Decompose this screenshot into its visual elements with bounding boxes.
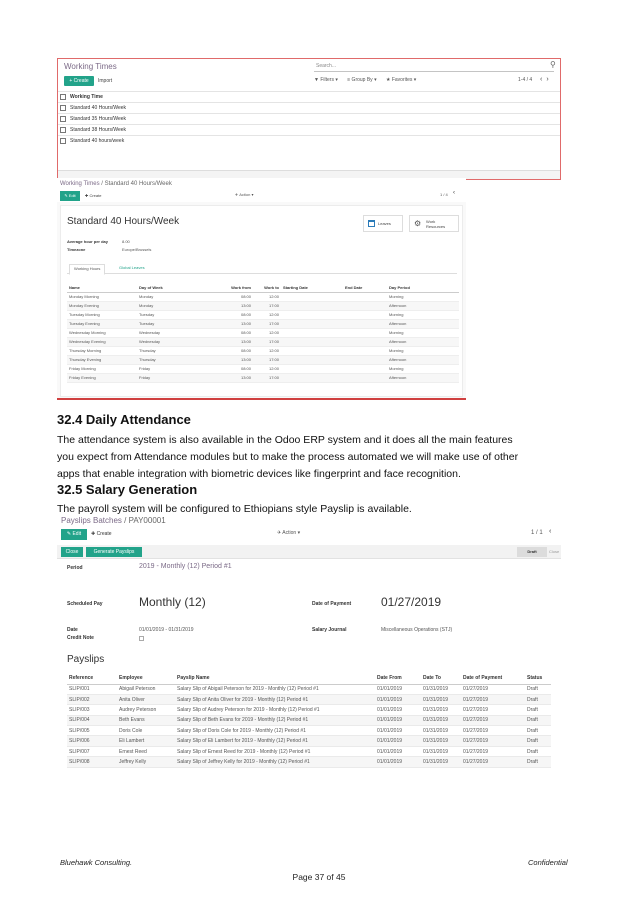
table-cell: Salary Slip of Audrey Peterson for 2019 - Monthly (12) Period #1 bbox=[175, 705, 375, 715]
salary-journal-value: Miscellaneous Operations (STJ) bbox=[381, 627, 453, 633]
records-list bbox=[58, 91, 561, 146]
table-cell: 01/27/2019 bbox=[461, 694, 525, 704]
table-cell: SLIP/001 bbox=[67, 684, 117, 694]
scheduled-pay-label: Scheduled Pay bbox=[67, 601, 103, 607]
avg-hours-label: Average hour per day bbox=[67, 239, 108, 244]
working-hours-table bbox=[67, 283, 459, 383]
row-checkbox[interactable] bbox=[60, 105, 66, 111]
table-cell: Monday Evening bbox=[67, 301, 137, 310]
table-cell bbox=[343, 364, 387, 373]
table-cell: Monday bbox=[137, 301, 215, 310]
table-cell: Draft bbox=[525, 715, 551, 725]
table-cell bbox=[343, 310, 387, 319]
salary-journal-label: Salary Journal bbox=[312, 627, 347, 633]
table-row[interactable] bbox=[67, 736, 551, 746]
table-cell: 17:00 bbox=[253, 301, 281, 310]
working-time-form-screenshot bbox=[57, 178, 466, 400]
import-button[interactable]: Import bbox=[98, 78, 113, 84]
table-cell: Friday bbox=[137, 364, 215, 373]
payslips-section-title: Payslips bbox=[67, 654, 105, 665]
pager-value: 1 / 1 bbox=[531, 530, 543, 536]
row-checkbox[interactable] bbox=[60, 116, 66, 122]
table-row[interactable] bbox=[67, 694, 551, 704]
form-tabs bbox=[67, 262, 457, 274]
breadcrumb-parent[interactable]: Working Times bbox=[60, 181, 100, 187]
table-cell: Abigail Peterson bbox=[117, 684, 175, 694]
table-row[interactable] bbox=[67, 346, 459, 355]
table-cell: 01/27/2019 bbox=[461, 705, 525, 715]
date-range-value: 01/01/2019 - 01/31/2019 bbox=[139, 627, 194, 633]
table-cell: 01/27/2019 bbox=[461, 736, 525, 746]
table-row[interactable] bbox=[67, 355, 459, 364]
table-cell bbox=[343, 292, 387, 301]
breadcrumb-current: PAY00001 bbox=[128, 516, 166, 525]
table-cell: 01/01/2019 bbox=[375, 746, 421, 756]
table-cell: Afternoon bbox=[387, 319, 459, 328]
table-cell: 01/31/2019 bbox=[421, 694, 461, 704]
table-cell bbox=[281, 301, 343, 310]
table-cell: Draft bbox=[525, 726, 551, 736]
table-cell: 01/01/2019 bbox=[375, 684, 421, 694]
record-title: Standard 40 Hours/Week bbox=[67, 216, 180, 227]
table-cell: 01/31/2019 bbox=[421, 705, 461, 715]
table-cell bbox=[281, 292, 343, 301]
footer-company: Bluehawk Consulting. bbox=[60, 858, 133, 867]
table-cell: Anita Oliver bbox=[117, 694, 175, 704]
table-cell: 13:00 bbox=[215, 319, 253, 328]
table-cell: 01/01/2019 bbox=[375, 757, 421, 767]
table-cell: Friday Morning bbox=[67, 364, 137, 373]
create-button[interactable]: ✚ Create bbox=[91, 531, 112, 537]
timezone-value: Europe/Brussels bbox=[122, 247, 152, 252]
table-cell: 08:00 bbox=[215, 346, 253, 355]
table-cell: 01/27/2019 bbox=[461, 684, 525, 694]
table-cell: 17:00 bbox=[253, 355, 281, 364]
table-cell: 01/01/2019 bbox=[375, 694, 421, 704]
table-cell: Monday bbox=[137, 292, 215, 301]
table-row[interactable] bbox=[67, 301, 459, 310]
table-cell: 13:00 bbox=[215, 373, 253, 382]
period-label: Period bbox=[67, 565, 83, 571]
payment-date-label: Date of Payment bbox=[312, 601, 352, 607]
table-header: Name Day of Week Work from Work to Starting Date End Date Day Period bbox=[67, 283, 459, 292]
table-cell: Draft bbox=[525, 757, 551, 767]
list-header: Working Time bbox=[58, 91, 561, 102]
pager-value: 1 / 4 bbox=[440, 192, 448, 197]
favorites-dropdown[interactable]: ★ Favorites ▾ bbox=[385, 77, 417, 83]
table-cell: Wednesday Morning bbox=[67, 328, 137, 337]
table-row[interactable] bbox=[67, 373, 459, 382]
table-cell: 13:00 bbox=[215, 301, 253, 310]
table-cell bbox=[281, 319, 343, 328]
select-all-checkbox[interactable] bbox=[60, 94, 66, 100]
table-cell: Thursday bbox=[137, 346, 215, 355]
table-cell bbox=[281, 328, 343, 337]
table-cell: Draft bbox=[525, 736, 551, 746]
table-cell: Thursday bbox=[137, 355, 215, 364]
tab-global-leaves[interactable]: Global Leaves bbox=[119, 265, 145, 270]
table-cell: SLIP/005 bbox=[67, 726, 117, 736]
next-icon[interactable]: › bbox=[546, 76, 553, 83]
table-cell: 01/31/2019 bbox=[421, 746, 461, 756]
scheduled-pay-value: Monthly (12) bbox=[139, 595, 206, 609]
table-cell: 01/01/2019 bbox=[375, 715, 421, 725]
table-cell: 13:00 bbox=[215, 355, 253, 364]
table-cell: Salary Slip of Eli Lambert for 2019 - Monthly (12) Period #1 bbox=[175, 736, 375, 746]
create-button[interactable]: ✚ Create bbox=[85, 193, 102, 198]
table-cell: Friday bbox=[137, 373, 215, 382]
table-cell: Salary Slip of Ernest Reed for 2019 - Monthly (12) Period #1 bbox=[175, 746, 375, 756]
table-cell: Morning bbox=[387, 346, 459, 355]
table-cell: 01/27/2019 bbox=[461, 715, 525, 725]
table-cell: Doris Cole bbox=[117, 726, 175, 736]
table-cell bbox=[343, 373, 387, 382]
table-cell: Draft bbox=[525, 705, 551, 715]
table-cell: Salary Slip of Jeffrey Kelly for 2019 - Monthly (12) Period #1 bbox=[175, 757, 375, 767]
table-row[interactable] bbox=[67, 715, 551, 725]
table-cell: Tuesday bbox=[137, 310, 215, 319]
prev-icon[interactable]: ‹ bbox=[540, 76, 547, 83]
timezone-label: Timezone bbox=[67, 247, 86, 252]
table-cell bbox=[343, 346, 387, 355]
date-label: Date bbox=[67, 627, 78, 633]
table-cell: 01/27/2019 bbox=[461, 757, 525, 767]
table-cell: Salary Slip of Abigail Peterson for 2019 - Monthly (12) Period #1 bbox=[175, 684, 375, 694]
avg-hours-value: 8.00 bbox=[122, 239, 130, 244]
work-resources-button[interactable]: Work Resources bbox=[409, 215, 459, 232]
table-cell: Morning bbox=[387, 292, 459, 301]
pager-value: 1-4 / 4 bbox=[518, 77, 533, 83]
table-cell: Afternoon bbox=[387, 337, 459, 346]
table-cell: Friday Evening bbox=[67, 373, 137, 382]
table-cell: Afternoon bbox=[387, 373, 459, 382]
generate-payslips-button[interactable]: Generate Payslips bbox=[86, 547, 142, 557]
table-row[interactable] bbox=[67, 746, 551, 756]
table-cell: Afternoon bbox=[387, 301, 459, 310]
section-body-salary-generation: The payroll system will be configured to Ethiopians style Payslip is available. bbox=[57, 503, 412, 515]
prev-icon[interactable]: ‹ bbox=[549, 528, 552, 535]
table-cell: Thursday Morning bbox=[67, 346, 137, 355]
table-cell: 17:00 bbox=[253, 337, 281, 346]
search-input[interactable]: Search... bbox=[314, 61, 554, 72]
list-item[interactable]: Standard 40 hours/week bbox=[58, 135, 561, 146]
table-cell bbox=[343, 328, 387, 337]
table-cell: SLIP/008 bbox=[67, 757, 117, 767]
table-cell: Salary Slip of Doris Cole for 2019 - Monthly (12) Period #1 bbox=[175, 726, 375, 736]
credit-note-checkbox[interactable] bbox=[139, 636, 144, 641]
table-cell: 12:00 bbox=[253, 328, 281, 337]
table-cell: 01/01/2019 bbox=[375, 726, 421, 736]
period-value: 2019 - Monthly (12) Period #1 bbox=[139, 563, 232, 570]
section-heading-salary-generation: 32.5 Salary Generation bbox=[57, 482, 198, 497]
footer-confidential: Confidential bbox=[528, 858, 568, 867]
section-body-daily-attendance: The attendance system is also available in the Odoo ERP system and it does all the main features you expect from Attendance modules but to make the process automated we will make use of other apps that enable integration with biometric devices like fingerprint and face recognition. bbox=[57, 434, 519, 480]
list-item[interactable]: Standard 35 Hours/Week bbox=[58, 113, 561, 124]
table-cell bbox=[343, 355, 387, 364]
table-cell: 01/31/2019 bbox=[421, 684, 461, 694]
table-cell: 08:00 bbox=[215, 292, 253, 301]
table-cell: Morning bbox=[387, 364, 459, 373]
breadcrumb-current: Standard 40 Hours/Week bbox=[104, 181, 172, 187]
table-cell: Tuesday Evening bbox=[67, 319, 137, 328]
table-cell: Tuesday Morning bbox=[67, 310, 137, 319]
list-title: Working Times bbox=[64, 62, 117, 71]
table-cell: Eli Lambert bbox=[117, 736, 175, 746]
table-cell: 12:00 bbox=[253, 364, 281, 373]
edit-button[interactable]: ✎ Edit bbox=[61, 529, 87, 540]
table-row[interactable] bbox=[67, 364, 459, 373]
table-cell bbox=[281, 373, 343, 382]
table-cell: Wednesday bbox=[137, 337, 215, 346]
action-dropdown[interactable]: ✈ Action ▾ bbox=[235, 192, 254, 197]
table-cell: 01/31/2019 bbox=[421, 757, 461, 767]
table-cell: Thursday Evening bbox=[67, 355, 137, 364]
table-cell: 01/31/2019 bbox=[421, 736, 461, 746]
table-row[interactable] bbox=[67, 684, 551, 694]
table-row[interactable] bbox=[67, 292, 459, 301]
table-cell: 01/31/2019 bbox=[421, 715, 461, 725]
table-row[interactable] bbox=[67, 705, 551, 715]
table-cell bbox=[281, 337, 343, 346]
table-row[interactable] bbox=[67, 726, 551, 736]
breadcrumb: Payslips Batches / PAY00001 bbox=[61, 516, 166, 525]
leaves-button[interactable]: Leaves bbox=[363, 215, 403, 232]
table-cell: 13:00 bbox=[215, 337, 253, 346]
calendar-icon bbox=[368, 220, 375, 227]
breadcrumb-parent[interactable]: Payslips Batches bbox=[61, 516, 122, 525]
table-cell bbox=[281, 346, 343, 355]
table-cell: Draft bbox=[525, 684, 551, 694]
table-cell bbox=[281, 364, 343, 373]
table-cell: SLIP/004 bbox=[67, 715, 117, 725]
pager-nav bbox=[540, 76, 553, 83]
table-cell: SLIP/003 bbox=[67, 705, 117, 715]
table-cell: Salary Slip of Beth Evans for 2019 - Monthly (12) Period #1 bbox=[175, 715, 375, 725]
table-cell: Draft bbox=[525, 694, 551, 704]
table-cell: Jeffrey Kelly bbox=[117, 757, 175, 767]
page-number: Page 37 of 45 bbox=[292, 872, 346, 882]
table-cell: 17:00 bbox=[253, 373, 281, 382]
status-close[interactable]: Close bbox=[549, 549, 560, 554]
payslips-table bbox=[67, 673, 551, 768]
table-cell: Morning bbox=[387, 310, 459, 319]
table-cell bbox=[343, 301, 387, 310]
groupby-dropdown[interactable]: ≡ Group By ▾ bbox=[347, 77, 377, 83]
table-cell: 01/01/2019 bbox=[375, 736, 421, 746]
table-cell: 12:00 bbox=[253, 346, 281, 355]
table-cell: Afternoon bbox=[387, 355, 459, 364]
row-checkbox[interactable] bbox=[60, 127, 66, 133]
table-cell: Draft bbox=[525, 746, 551, 756]
action-dropdown[interactable]: ✈ Action ▾ bbox=[277, 530, 301, 536]
edit-button[interactable]: ✎ Edit bbox=[60, 191, 80, 201]
table-cell: 12:00 bbox=[253, 292, 281, 301]
table-cell: 08:00 bbox=[215, 328, 253, 337]
credit-note-label: Credit Note bbox=[67, 635, 94, 641]
table-cell bbox=[281, 310, 343, 319]
working-times-list-screenshot bbox=[57, 58, 561, 180]
list-item[interactable]: Standard 40 Hours/Week bbox=[58, 102, 561, 113]
table-cell bbox=[343, 337, 387, 346]
table-cell: Audrey Peterson bbox=[117, 705, 175, 715]
table-row[interactable] bbox=[67, 337, 459, 346]
gears-icon: ⚙ bbox=[414, 219, 422, 228]
prev-icon[interactable]: ‹ bbox=[453, 190, 455, 196]
create-button[interactable]: + Create bbox=[64, 76, 94, 86]
table-cell: 01/31/2019 bbox=[421, 726, 461, 736]
table-row[interactable] bbox=[67, 310, 459, 319]
table-cell: 01/27/2019 bbox=[461, 726, 525, 736]
table-cell bbox=[281, 355, 343, 364]
table-cell: Salary Slip of Anita Oliver for 2019 - Monthly (12) Period #1 bbox=[175, 694, 375, 704]
table-cell: Wednesday bbox=[137, 328, 215, 337]
tab-working-hours[interactable]: Working Hours bbox=[69, 264, 105, 275]
table-cell: 08:00 bbox=[215, 310, 253, 319]
list-item[interactable]: Standard 38 Hours/Week bbox=[58, 124, 561, 135]
breadcrumb: Working Times / Standard 40 Hours/Week bbox=[60, 181, 172, 187]
table-cell: 17:00 bbox=[253, 319, 281, 328]
table-cell: Morning bbox=[387, 328, 459, 337]
table-row[interactable] bbox=[67, 757, 551, 767]
table-cell: SLIP/007 bbox=[67, 746, 117, 756]
status-draft[interactable]: Draft bbox=[517, 547, 547, 557]
table-cell: 08:00 bbox=[215, 364, 253, 373]
table-cell: Beth Evans bbox=[117, 715, 175, 725]
close-batch-button[interactable]: Close bbox=[61, 547, 83, 557]
table-cell: 01/01/2019 bbox=[375, 705, 421, 715]
table-cell: Ernest Reed bbox=[117, 746, 175, 756]
table-cell: SLIP/006 bbox=[67, 736, 117, 746]
table-cell: Monday Morning bbox=[67, 292, 137, 301]
payment-date-value: 01/27/2019 bbox=[381, 595, 442, 609]
table-cell: Tuesday bbox=[137, 319, 215, 328]
search-options bbox=[314, 77, 424, 83]
table-cell: SLIP/002 bbox=[67, 694, 117, 704]
table-cell bbox=[343, 319, 387, 328]
payslip-batch-screenshot bbox=[57, 516, 561, 778]
section-heading-daily-attendance: 32.4 Daily Attendance bbox=[57, 412, 191, 427]
filters-dropdown[interactable]: ▼ Filters ▾ bbox=[314, 77, 338, 83]
table-cell: 01/27/2019 bbox=[461, 746, 525, 756]
row-checkbox[interactable] bbox=[60, 138, 66, 144]
search-icon[interactable]: ⚲ bbox=[550, 60, 556, 69]
table-row[interactable] bbox=[67, 328, 459, 337]
table-row[interactable] bbox=[67, 319, 459, 328]
table-cell: 12:00 bbox=[253, 310, 281, 319]
table-header: Reference Employee Payslip Name Date From Date To Date of Payment Status bbox=[67, 673, 551, 684]
table-cell: Wednesday Evening bbox=[67, 337, 137, 346]
